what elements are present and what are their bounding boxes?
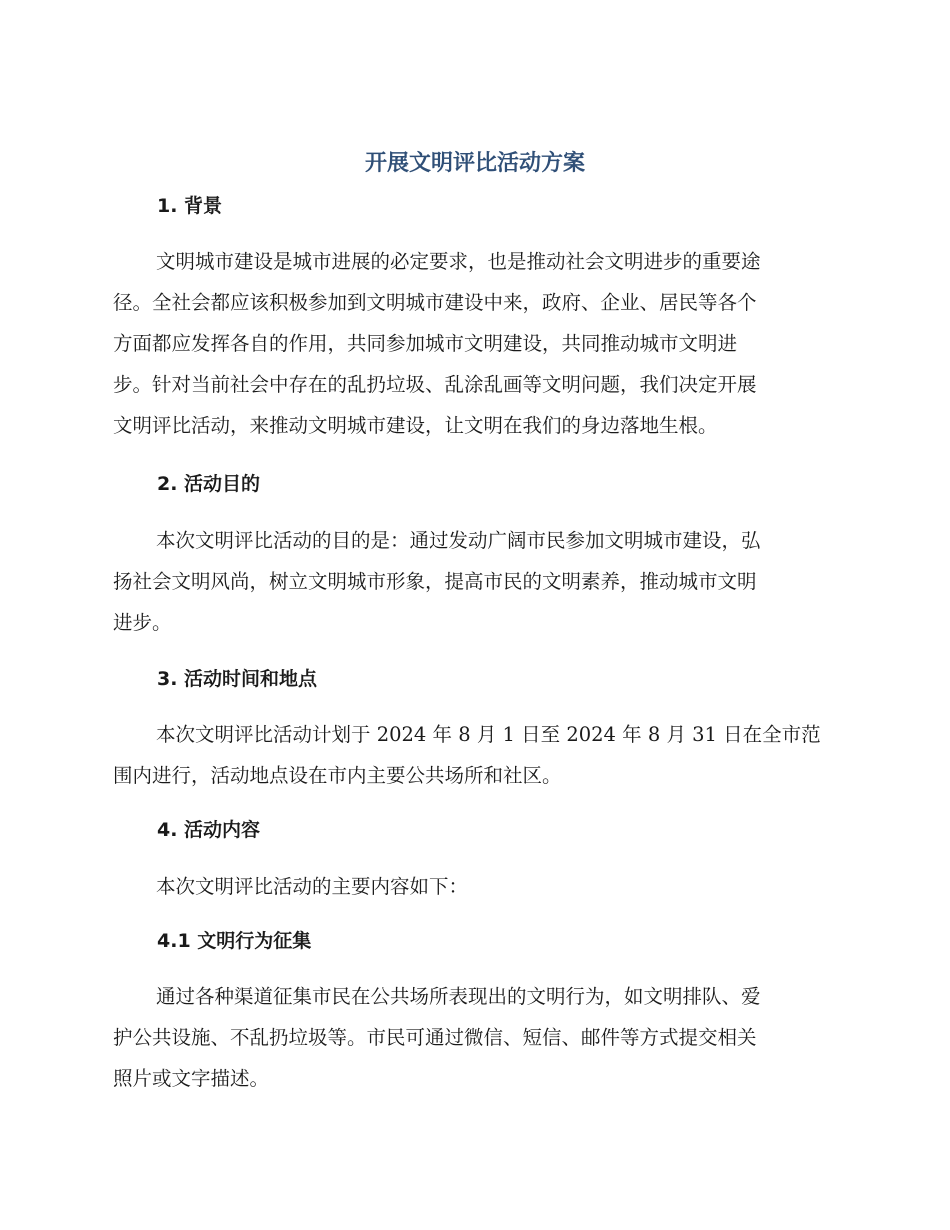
paragraph-line: 步。针对当前社会中存在的乱扔垃圾、乱涂乱画等文明问题，我们决定开展 bbox=[113, 373, 757, 396]
paragraph-line: 本次文明评比活动的主要内容如下： bbox=[156, 875, 469, 898]
section-heading-purpose: 2. 活动目的 bbox=[157, 473, 261, 495]
paragraph-line: 文明城市建设是城市进展的必定要求，也是推动社会文明进步的重要途 bbox=[156, 250, 761, 273]
paragraph-line: 围内进行，活动地点设在市内主要公共场所和社区。 bbox=[113, 764, 562, 787]
section-heading-content: 4. 活动内容 bbox=[157, 819, 261, 841]
paragraph-line: 通过各种渠道征集市民在公共场所表现出的文明行为，如文明排队、爱 bbox=[156, 985, 761, 1008]
section-body-content bbox=[113, 866, 829, 907]
section-body-time-location bbox=[113, 714, 829, 796]
section-body-background bbox=[113, 241, 829, 446]
paragraph-line: 本次文明评比活动的目的是：通过发动广阔市民参加文明城市建设，弘 bbox=[156, 529, 761, 552]
paragraph-line: 进步。 bbox=[113, 611, 172, 634]
paragraph-line: 径。全社会都应该积极参加到文明城市建设中来，政府、企业、居民等各个 bbox=[113, 291, 757, 314]
paragraph-line: 文明评比活动，来推动文明城市建设，让文明在我们的身边落地生根。 bbox=[113, 414, 718, 437]
paragraph-line: 照片或文字描述。 bbox=[113, 1067, 270, 1090]
paragraph-line: 方面都应发挥各自的作用，共同参加城市文明建设，共同推动城市文明进 bbox=[113, 332, 738, 355]
section-body-purpose bbox=[113, 520, 829, 643]
paragraph-line: 扬社会文明风尚，树立文明城市形象，提高市民的文明素养，推动城市文明 bbox=[113, 570, 757, 593]
section-body-civil-behavior-collection bbox=[113, 976, 829, 1099]
section-heading-background: 1. 背景 bbox=[157, 195, 223, 217]
paragraph-line: 本次文明评比活动计划于 2024 年 8 月 1 日至 2024 年 8 月 31 日在全市范 bbox=[156, 723, 821, 746]
document-title: 开展文明评比活动方案 bbox=[364, 151, 585, 176]
section-heading-civil-behavior-collection: 4.1 文明行为征集 bbox=[157, 930, 312, 952]
section-heading-time-location: 3. 活动时间和地点 bbox=[157, 668, 318, 690]
paragraph-line: 护公共设施、不乱扔垃圾等。市民可通过微信、短信、邮件等方式提交相关 bbox=[113, 1026, 757, 1049]
